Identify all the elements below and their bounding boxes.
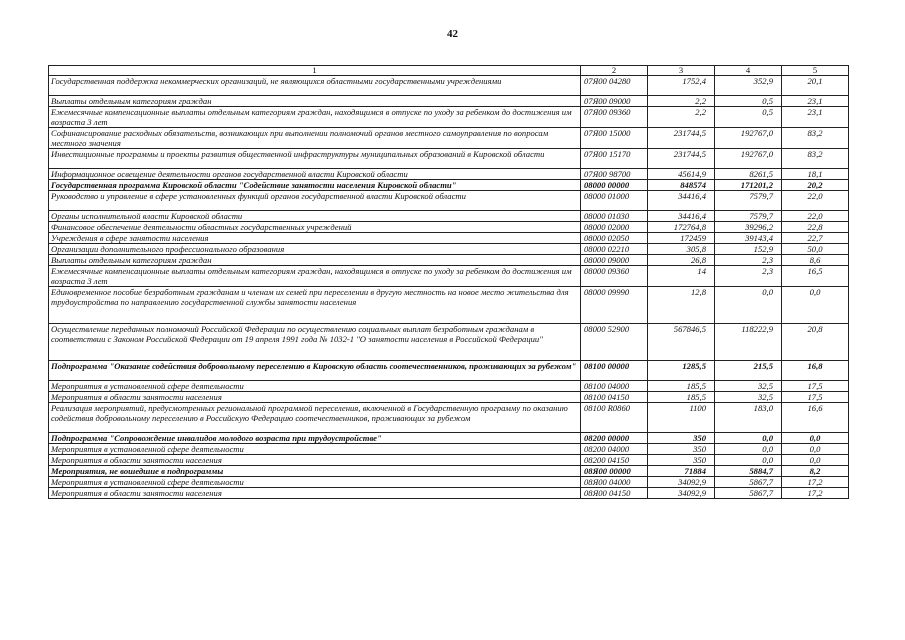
row-col3-cell: 172764,8 [648, 222, 715, 233]
table-row [49, 107, 849, 128]
row-col3-cell: 185,5 [648, 381, 715, 392]
row-col4-cell: 32,5 [715, 381, 782, 392]
row-col4-cell: 5867,7 [715, 488, 782, 499]
row-name-cell: Мероприятия в области занятости населения [49, 455, 581, 466]
header-cell-1: 1 [49, 66, 581, 76]
table-row [49, 128, 849, 149]
row-col4-cell: 7579,7 [715, 191, 782, 211]
row-col4-cell: 39296,2 [715, 222, 782, 233]
row-name-cell: Подпрограмма "Сопровождение инвалидов молодого возраста при трудоустройстве" [49, 433, 581, 444]
row-col4-cell: 118222,9 [715, 324, 782, 361]
row-name-cell: Подпрограмма "Оказание содействия добровольному переселению в Кировскую область соотечественников, проживающих за рубежом" [49, 361, 581, 381]
row-col3-cell: 34092,9 [648, 488, 715, 499]
row-col4-cell: 2,3 [715, 266, 782, 287]
row-col3-cell: 2,2 [648, 107, 715, 128]
row-col5-cell: 23,1 [782, 96, 849, 107]
row-col4-cell: 171201,2 [715, 180, 782, 191]
row-col4-cell: 183,0 [715, 403, 782, 433]
table-row [49, 433, 849, 444]
budget-table [48, 65, 849, 499]
row-col5-cell: 17,2 [782, 488, 849, 499]
row-code-cell: 08000 02210 [581, 244, 648, 255]
row-name-cell: Ежемесячные компенсационные выплаты отдельным категориям граждан, находящимся в отпуске по уходу за ребенком до достижения им возраста 3 лет [49, 266, 581, 287]
table-row [49, 403, 849, 433]
row-code-cell: 08000 09000 [581, 255, 648, 266]
row-col5-cell: 0,0 [782, 444, 849, 455]
row-code-cell: 08200 04150 [581, 455, 648, 466]
row-col3-cell: 14 [648, 266, 715, 287]
row-col3-cell: 350 [648, 433, 715, 444]
row-name-cell: Инвестиционные программы и проекты развития общественной инфраструктуры муниципальных образований в Кировской области [49, 149, 581, 169]
row-code-cell: 07Я00 15170 [581, 149, 648, 169]
row-name-cell: Мероприятия в установленной сфере деятельности [49, 381, 581, 392]
row-code-cell: 08000 00000 [581, 180, 648, 191]
row-col5-cell: 23,1 [782, 107, 849, 128]
row-code-cell: 08000 02000 [581, 222, 648, 233]
table-row [49, 255, 849, 266]
row-col3-cell: 185,5 [648, 392, 715, 403]
row-col4-cell: 7579,7 [715, 211, 782, 222]
table-row [49, 76, 849, 96]
header-cell-4: 4 [715, 66, 782, 76]
row-name-cell: Государственная программа Кировской области "Содействие занятости населения Кировской области" [49, 180, 581, 191]
row-name-cell: Мероприятия в установленной сфере деятельности [49, 444, 581, 455]
table-row [49, 488, 849, 499]
row-col5-cell: 17,2 [782, 477, 849, 488]
row-col3-cell: 1285,5 [648, 361, 715, 381]
row-name-cell: Ежемесячные компенсационные выплаты отдельным категориям граждан, находящимся в отпуске по уходу за ребенком до достижения им возраста 3 лет [49, 107, 581, 128]
row-name-cell: Реализация мероприятий, предусмотренных региональной программой переселения, включенной в Государственную программу по оказанию содействия добровольному переселению в Российскую Федерацию соотечественников, проживающих за рубежом [49, 403, 581, 433]
row-col3-cell: 34416,4 [648, 191, 715, 211]
row-name-cell: Мероприятия в области занятости населения [49, 392, 581, 403]
row-col3-cell: 71884 [648, 466, 715, 477]
table-row [49, 392, 849, 403]
table-row [49, 477, 849, 488]
table-row [49, 96, 849, 107]
row-col4-cell: 0,5 [715, 96, 782, 107]
row-code-cell: 08100 R0860 [581, 403, 648, 433]
row-col4-cell: 5884,7 [715, 466, 782, 477]
row-col4-cell: 39143,4 [715, 233, 782, 244]
row-name-cell: Выплаты отдельным категориям граждан [49, 255, 581, 266]
row-code-cell: 07Я00 04280 [581, 76, 648, 96]
table-row [49, 180, 849, 191]
row-col3-cell: 305,8 [648, 244, 715, 255]
row-col4-cell: 215,5 [715, 361, 782, 381]
table-row [49, 244, 849, 255]
row-col4-cell: 152,9 [715, 244, 782, 255]
row-col5-cell: 20,8 [782, 324, 849, 361]
row-col5-cell: 16,6 [782, 403, 849, 433]
row-name-cell: Мероприятия, не вошедшие в подпрограммы [49, 466, 581, 477]
row-col3-cell: 12,8 [648, 287, 715, 324]
row-col3-cell: 848574 [648, 180, 715, 191]
table-row [49, 211, 849, 222]
row-col5-cell: 22,0 [782, 211, 849, 222]
row-col4-cell: 192767,0 [715, 149, 782, 169]
row-col5-cell: 0,0 [782, 287, 849, 324]
row-name-cell: Государственная поддержка некоммерческих организаций, не являющихся областными государственными учреждениями [49, 76, 581, 96]
table-row [49, 233, 849, 244]
row-name-cell: Организации дополнительного профессионального образования [49, 244, 581, 255]
row-code-cell: 07Я00 09360 [581, 107, 648, 128]
table-row [49, 287, 849, 324]
row-col4-cell: 0,0 [715, 433, 782, 444]
table-row [49, 466, 849, 477]
header-cell-3: 3 [648, 66, 715, 76]
row-code-cell: 08100 04150 [581, 392, 648, 403]
row-col3-cell: 231744,5 [648, 128, 715, 149]
row-col5-cell: 18,1 [782, 169, 849, 180]
row-name-cell: Осуществление переданных полномочий Российской Федерации по осуществлению социальных выплат безработным гражданам в соответствии с Законом Российской Федерации от 19 апреля 1991 года № 1032-1 "О занятости населения в Российской Федерации" [49, 324, 581, 361]
table-row [49, 222, 849, 233]
row-col5-cell: 17,5 [782, 381, 849, 392]
row-col3-cell: 1752,4 [648, 76, 715, 96]
row-code-cell: 07Я00 15000 [581, 128, 648, 149]
row-code-cell: 08000 52900 [581, 324, 648, 361]
row-col3-cell: 350 [648, 444, 715, 455]
table-row [49, 455, 849, 466]
header-row [49, 66, 849, 76]
row-col5-cell: 22,8 [782, 222, 849, 233]
row-code-cell: 08000 01000 [581, 191, 648, 211]
table-row [49, 149, 849, 169]
row-code-cell: 07Я00 98700 [581, 169, 648, 180]
row-name-cell: Финансовое обеспечение деятельности областных государственных учреждений [49, 222, 581, 233]
page-number: 42 [447, 28, 458, 40]
row-col5-cell: 17,5 [782, 392, 849, 403]
row-col3-cell: 45614,9 [648, 169, 715, 180]
row-name-cell: Руководство и управление в сфере установленных функций органов государственной власти Кировской области [49, 191, 581, 211]
row-name-cell: Мероприятия в области занятости населения [49, 488, 581, 499]
row-col5-cell: 20,1 [782, 76, 849, 96]
row-name-cell: Софинансирование расходных обязательств, возникающих при выполнении полномочий органов местного самоуправления по вопросам местного значения [49, 128, 581, 149]
row-col3-cell: 350 [648, 455, 715, 466]
row-code-cell: 08100 00000 [581, 361, 648, 381]
row-col4-cell: 5867,7 [715, 477, 782, 488]
row-name-cell: Информационное освещение деятельности органов государственной власти Кировской области [49, 169, 581, 180]
row-col4-cell: 2,3 [715, 255, 782, 266]
row-code-cell: 08100 04000 [581, 381, 648, 392]
row-col4-cell: 0,0 [715, 444, 782, 455]
row-col4-cell: 192767,0 [715, 128, 782, 149]
row-col4-cell: 0,0 [715, 287, 782, 324]
row-col3-cell: 34092,9 [648, 477, 715, 488]
row-col5-cell: 16,5 [782, 266, 849, 287]
row-name-cell: Мероприятия в установленной сфере деятельности [49, 477, 581, 488]
table-row [49, 381, 849, 392]
row-col4-cell: 352,9 [715, 76, 782, 96]
row-code-cell: 08200 00000 [581, 433, 648, 444]
row-col5-cell: 20,2 [782, 180, 849, 191]
table-row [49, 444, 849, 455]
row-col4-cell: 8261,5 [715, 169, 782, 180]
row-code-cell: 08000 02050 [581, 233, 648, 244]
row-code-cell: 08Я00 00000 [581, 466, 648, 477]
row-code-cell: 08Я00 04150 [581, 488, 648, 499]
row-code-cell: 08000 09990 [581, 287, 648, 324]
row-col5-cell: 8,6 [782, 255, 849, 266]
row-col3-cell: 34416,4 [648, 211, 715, 222]
table-row [49, 191, 849, 211]
row-col3-cell: 567846,5 [648, 324, 715, 361]
row-col5-cell: 50,0 [782, 244, 849, 255]
header-cell-2: 2 [581, 66, 648, 76]
row-col5-cell: 83,2 [782, 128, 849, 149]
table-row [49, 324, 849, 361]
row-col3-cell: 2,2 [648, 96, 715, 107]
row-col5-cell: 0,0 [782, 455, 849, 466]
row-col3-cell: 172459 [648, 233, 715, 244]
row-code-cell: 08000 01030 [581, 211, 648, 222]
row-col5-cell: 22,7 [782, 233, 849, 244]
row-name-cell: Единовременное пособие безработным гражданам и членам их семей при переселении в другую местность на новое место жительства для трудоустройства по направлению государственной службы занятости населения [49, 287, 581, 324]
table-row [49, 361, 849, 381]
table-row [49, 169, 849, 180]
row-col4-cell: 32,5 [715, 392, 782, 403]
row-col5-cell: 0,0 [782, 433, 849, 444]
row-col3-cell: 231744,5 [648, 149, 715, 169]
row-name-cell: Выплаты отдельным категориям граждан [49, 96, 581, 107]
row-code-cell: 08Я00 04000 [581, 477, 648, 488]
row-code-cell: 07Я00 09000 [581, 96, 648, 107]
table-row [49, 266, 849, 287]
row-col5-cell: 16,8 [782, 361, 849, 381]
header-cell-5: 5 [782, 66, 849, 76]
row-code-cell: 08200 04000 [581, 444, 648, 455]
row-col5-cell: 8,2 [782, 466, 849, 477]
row-col5-cell: 22,0 [782, 191, 849, 211]
row-col3-cell: 26,8 [648, 255, 715, 266]
row-col3-cell: 1100 [648, 403, 715, 433]
row-col4-cell: 0,0 [715, 455, 782, 466]
row-col5-cell: 83,2 [782, 149, 849, 169]
row-code-cell: 08000 09360 [581, 266, 648, 287]
row-col4-cell: 0,5 [715, 107, 782, 128]
row-name-cell: Учреждения в сфере занятости населения [49, 233, 581, 244]
row-name-cell: Органы исполнительной власти Кировской области [49, 211, 581, 222]
